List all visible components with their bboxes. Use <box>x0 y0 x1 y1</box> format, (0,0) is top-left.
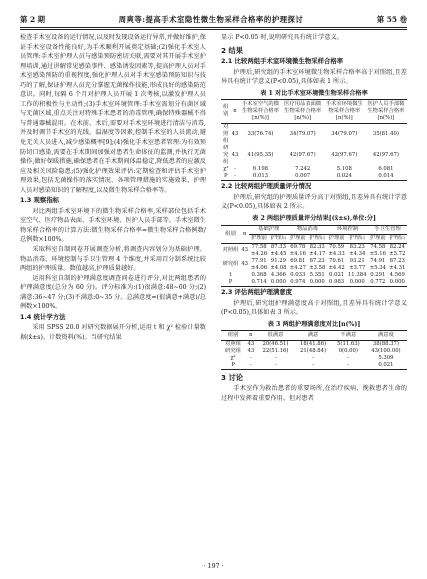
table-cell: 43(100.00) <box>371 347 401 354</box>
paragraph: 手术室作为救治患者的重要场所,在治疗疾病、挽救患者生命的过程中发挥着重要作用。但对患者 <box>221 385 407 402</box>
table-subheader: 护理前 <box>327 234 346 243</box>
table-cell: 6.198 <box>252 166 269 173</box>
paragraph: 检查手术室设备的运行情况,以及时发现设备运行异常,并做好维护,保证手术室设备性能良好,为手术顺利开展奠定基础;(2)强化手术室人员管理:手术室护理人员与感染预防密切关联,需要对其开展手术室护理培训,通过讲解常见感染事件、感染诱发因素等,提高护理人员对手术室感染预防的重视程度,强化护理人员对手术室感染预防知识与技巧的了解,保证护理人员充分掌握无菌操作技能,形成良好的感染防范意识。同时,每隔 6 个月对护理人员开展 1 次考核,以激发护理人员工作的积极性与主动性;(3)手术室环境管理:手术室需划分有菌区域与无菌区域,重点关注对特殊手术患者的消毒管理,确保特殊器械不得与普通器械混用。在术前、术后,需要对手术室环境进行清洁与消毒,并及时调节手术室的光线、温湿度等因素,控制手术室的人员流动,避免无关人员进入,减少感染概率[9];(4)强化手术室患者管理:为有效预防切口感染,需要在手术期间加强对患者生命体征的监测,并执行无菌操作,做好保暖措施,确保患者在手术期间体温稳定,降低患者的应激反应及相关风险隐患;(5)强化护理效果评估:定期检查和评估手术室护理效果,包括无菌操作的落实情况、各项管理措施的实施效果、护理人员对感染知识的了解程度,以及微生物采样合格率等。 <box>20 34 206 194</box>
table-cell: 43 <box>241 247 249 254</box>
table-header: 组别 <box>221 331 245 340</box>
table-row <box>221 272 407 279</box>
table-cell: 0.983 <box>327 279 346 287</box>
issue-label: 第 2 期 <box>20 14 46 24</box>
table-cell: 7.242 <box>295 166 311 173</box>
table-cell: 43 <box>231 151 239 158</box>
section-heading: 1.4 统计学方法 <box>20 312 66 321</box>
table-cell: 22(51.16) <box>262 347 289 354</box>
table-cell: 83.23 <box>349 243 365 250</box>
table-header: n <box>231 100 240 123</box>
table-row <box>221 348 407 355</box>
paragraph: 运用科室自制的护理满意度调查问卷进行评分,对比两组患者的护理满意度(总分为 60 分)。评分标准为:(1)很满意:48~60 分;(2)满意:36~47 分;(3)不满意:0~35 分。总满意度=(很满意+满意)/总例数×100%。 <box>20 274 206 311</box>
table-cell: - <box>234 166 236 173</box>
table-cell: 0.368 <box>251 272 267 279</box>
table-cell: 69.78 <box>290 243 306 250</box>
table-cell: - <box>294 362 332 370</box>
table-header: 物品消毒 <box>288 225 327 234</box>
table-cell: 77.58 <box>251 243 267 250</box>
table-row <box>221 173 407 181</box>
header-rule-thin <box>20 29 407 30</box>
table-cell <box>240 272 249 279</box>
table-cell: 0.000 <box>308 279 327 287</box>
paragraph: 显示 P<0.05 时,说明研究具有统计学意义。 <box>221 34 343 41</box>
table-1-caption: 表 1 对比手术室环境微生物采样合格率 <box>260 89 368 97</box>
table-cell: 0.024 <box>324 173 365 181</box>
table-cell: ±4.08 <box>270 264 287 271</box>
table-cell: - <box>312 354 314 361</box>
table-row <box>221 251 407 258</box>
left-column <box>20 33 206 343</box>
table-cell: 对照组 <box>222 247 239 254</box>
table-cell: ±4.06 <box>250 264 268 271</box>
table-cell: 43 <box>241 261 249 268</box>
table-header: 组别 <box>221 100 231 123</box>
table-cell: 34(79.07) <box>331 130 358 137</box>
table-cell: ±5.16 <box>369 250 386 257</box>
table-cell: 38(88.37) <box>372 340 399 347</box>
table-header: 满意 <box>294 331 332 340</box>
table-cell: 0.000 <box>388 279 407 287</box>
table-cell: 91.29 <box>270 257 287 264</box>
table-row <box>221 340 407 348</box>
table-header: 医疗用品表面微生物采样合格率[n(%)] <box>282 100 324 123</box>
table-cell: ±4.27 <box>289 264 306 271</box>
table-cell: χ² <box>223 166 229 173</box>
table-cell: - <box>274 354 277 361</box>
table-cell: ±4.31 <box>389 264 406 271</box>
table-row <box>221 258 407 265</box>
table-header: n <box>240 225 249 243</box>
table-cell: 对照组 <box>223 123 229 144</box>
table-cell: - <box>347 354 350 361</box>
table-cell: 70.59 <box>329 243 345 250</box>
table-cell: ±4.17 <box>309 250 326 257</box>
table-cell: 43 <box>247 347 255 354</box>
table-cell: 5(11.63) <box>337 340 360 347</box>
table-cell: ±3.77 <box>349 264 366 271</box>
table-cell: 0.014 <box>365 173 407 181</box>
table-2-caption: 表 2 两组护理质量评分结果[(x̄±s),单位:分] <box>252 214 376 222</box>
table-row <box>221 243 407 251</box>
table-row <box>221 166 407 173</box>
table-header: 手术室环境微生物采样合格率[n(%)] <box>324 100 365 123</box>
table-cell: 0.021 <box>329 272 345 279</box>
table-cell: - <box>257 362 295 370</box>
paragraph: 采用 SPSS 20.0 对研究数据展开分析,运用 t 和 χ² 检验计量数据(x̄±s)、计数资料(%)。当研究结果 <box>20 324 206 341</box>
table-cell: t <box>229 272 232 279</box>
table-header: 环境控制 <box>327 225 368 234</box>
section-heading: 2.3 评估两组护理满意度 <box>221 288 293 297</box>
table-subheader: 护理前 <box>249 234 268 243</box>
table-cell: 93.21 <box>349 257 365 264</box>
table-cell: P <box>221 279 240 287</box>
table-cell: ±5.34 <box>369 264 386 271</box>
running-title: 周爽等:提高手术室隐性微生物采样合格率的护理探讨 <box>118 14 304 24</box>
table-cell: 77.91 <box>251 257 267 264</box>
table-cell: 研究组 <box>225 347 241 354</box>
table-header: 组别 <box>221 225 240 243</box>
paragraph: 采取科室自制问卷开展调查分析,将调查内容划分为基础护理、物品消毒、环境控制与手卫生管理 4 个维度,并采用百分制系统比较两组的护理质量。数值越高,护理质量越好。 <box>20 246 206 273</box>
table-header: 手术室空气的微生物采样合格率[n(%)] <box>239 100 281 123</box>
table-cell: P <box>221 173 231 181</box>
table-row <box>221 355 407 362</box>
table-1 <box>221 99 407 181</box>
table-cell: ±4.42 <box>328 264 345 271</box>
table-cell: 0.291 <box>370 272 386 279</box>
table-cell: 42(97.67) <box>372 151 399 158</box>
table-cell: 69.81 <box>290 257 306 264</box>
volume-label: 第 55 卷 <box>376 14 407 24</box>
table-cell: 0.007 <box>282 173 324 181</box>
table-cell: 74.58 <box>370 243 386 250</box>
table-cell: 0.772 <box>368 279 387 287</box>
table-cell: 34(79.07) <box>289 130 316 137</box>
table-3-caption: 表 3 两组护理满意度对比[n(%)] <box>267 320 361 328</box>
table-subheader: 护理前 <box>288 234 307 243</box>
table-header: 不满意 <box>332 331 365 340</box>
table-cell <box>240 279 249 287</box>
table-cell: ±3.58 <box>309 264 326 271</box>
table-cell: 0.000 <box>346 279 368 287</box>
table-cell: - <box>245 362 257 370</box>
paragraph: 对比两组手术室环境下的微生物采样合格率,采样部位包括手术室空气、医疗物品表面、手术室环境、医护人员手部等。手术室微生物采样合格率的计算方法:微生物采样合格率=微生物采样合格例数/总例数×100%。 <box>20 207 206 244</box>
table-row <box>221 279 407 287</box>
table-cell: ±4.26 <box>250 250 268 257</box>
table-cell: 87.23 <box>389 257 405 264</box>
table-cell: 35(81.40) <box>372 130 399 137</box>
table-cell: 6.081 <box>378 166 394 173</box>
table-cell: - <box>231 173 240 181</box>
table-header: 很满意 <box>257 331 295 340</box>
table-row <box>221 123 407 145</box>
table-cell: - <box>249 354 252 361</box>
running-header <box>20 13 407 25</box>
table-cell: ±4.33 <box>328 250 345 257</box>
table-cell: 70.61 <box>329 257 345 264</box>
table-cell: 33(76.74) <box>247 130 274 137</box>
table-cell: 74.91 <box>370 257 386 264</box>
table-cell: 4.366 <box>270 272 287 279</box>
table-cell: 82.33 <box>309 243 325 250</box>
table-cell: 0.714 <box>249 279 268 287</box>
table-cell: 0.000 <box>269 279 288 287</box>
table-cell: 0.974 <box>288 279 307 287</box>
table-header: 基础护理 <box>249 225 288 234</box>
table-row <box>221 362 407 370</box>
table-cell: 5.309 <box>378 354 394 361</box>
section-heading: 2 结果 <box>221 45 243 55</box>
table-header: 满意度 <box>365 331 407 340</box>
table-cell: 0.013 <box>239 173 281 181</box>
table-cell: ±4.16 <box>289 250 306 257</box>
table-cell: 21(48.84) <box>300 347 327 354</box>
table-cell: 43 <box>231 130 239 137</box>
paragraph: 护理后,研究组的护理质量评分高于对照组,且差异具有统计学意义(P<0.05),具体如表 2 所示。 <box>221 193 407 211</box>
table-row <box>221 265 407 272</box>
page-number: · 197 · <box>203 562 224 570</box>
table-cell: 87.23 <box>309 257 325 264</box>
table-header: 医护人员手部微生物采样合格率[n(%)] <box>365 100 407 123</box>
table-3 <box>221 330 407 369</box>
paragraph: 护理后,研究组的手术室环境微生物采样合格率高于对照组,且差异具有统计学意义(P<0.05),具体如表 1 所示。 <box>221 68 407 86</box>
section-heading: 2.1 比较两组手术室环境微生物采样合格率 <box>221 57 344 66</box>
table-cell: 对照组 <box>225 340 241 347</box>
table-cell: ±4.34 <box>349 250 366 257</box>
table-row <box>221 145 407 166</box>
table-cell: - <box>332 362 365 370</box>
table-subheader: 护理后 <box>269 234 288 243</box>
table-subheader: 护理后 <box>388 234 407 243</box>
table-subheader: 护理前 <box>368 234 387 243</box>
table-cell: 42(97.67) <box>331 151 358 158</box>
table-cell: χ² <box>230 354 236 361</box>
table-cell: 20(46.51) <box>262 340 289 347</box>
table-cell: 研究组 <box>223 144 229 166</box>
table-subheader: 护理后 <box>308 234 327 243</box>
table-cell: 5.351 <box>309 272 325 279</box>
table-cell: 0.033 <box>290 272 306 279</box>
table-cell: 43 <box>247 340 255 347</box>
table-header: 手卫生管理 <box>368 225 407 234</box>
table-cell: 42(97.67) <box>289 151 316 158</box>
table-cell: ±4.45 <box>270 250 287 257</box>
table-cell: 87.33 <box>270 243 287 250</box>
table-cell: P <box>221 362 245 370</box>
table-cell: 11.384 <box>347 272 367 279</box>
table-cell: ±5.72 <box>389 250 406 257</box>
table-subheader: 护理后 <box>346 234 368 243</box>
right-column <box>221 33 407 404</box>
table-cell: 0(0.00) <box>338 347 358 354</box>
paragraph: 护理后,研究组护理满意度高于对照组,且差异具有统计学意义(P<0.05),具体如表 3 所示。 <box>221 299 407 317</box>
table-cell: 18(41.86) <box>300 340 327 347</box>
section-heading: 1.3 观察指标 <box>20 196 60 205</box>
table-header: n <box>245 331 257 340</box>
table-cell: 5.108 <box>336 166 352 173</box>
table-cell: 41(95.35) <box>247 151 274 158</box>
section-heading: 3 讨论 <box>221 372 243 382</box>
section-heading: 2.2 比较两组护理质量评分情况 <box>221 182 312 191</box>
table-2 <box>221 225 407 288</box>
table-cell: 研究组 <box>222 261 239 268</box>
table-cell: 4.569 <box>389 272 405 279</box>
table-cell: 82.24 <box>389 243 405 250</box>
table-cell: 0.021 <box>365 362 407 370</box>
